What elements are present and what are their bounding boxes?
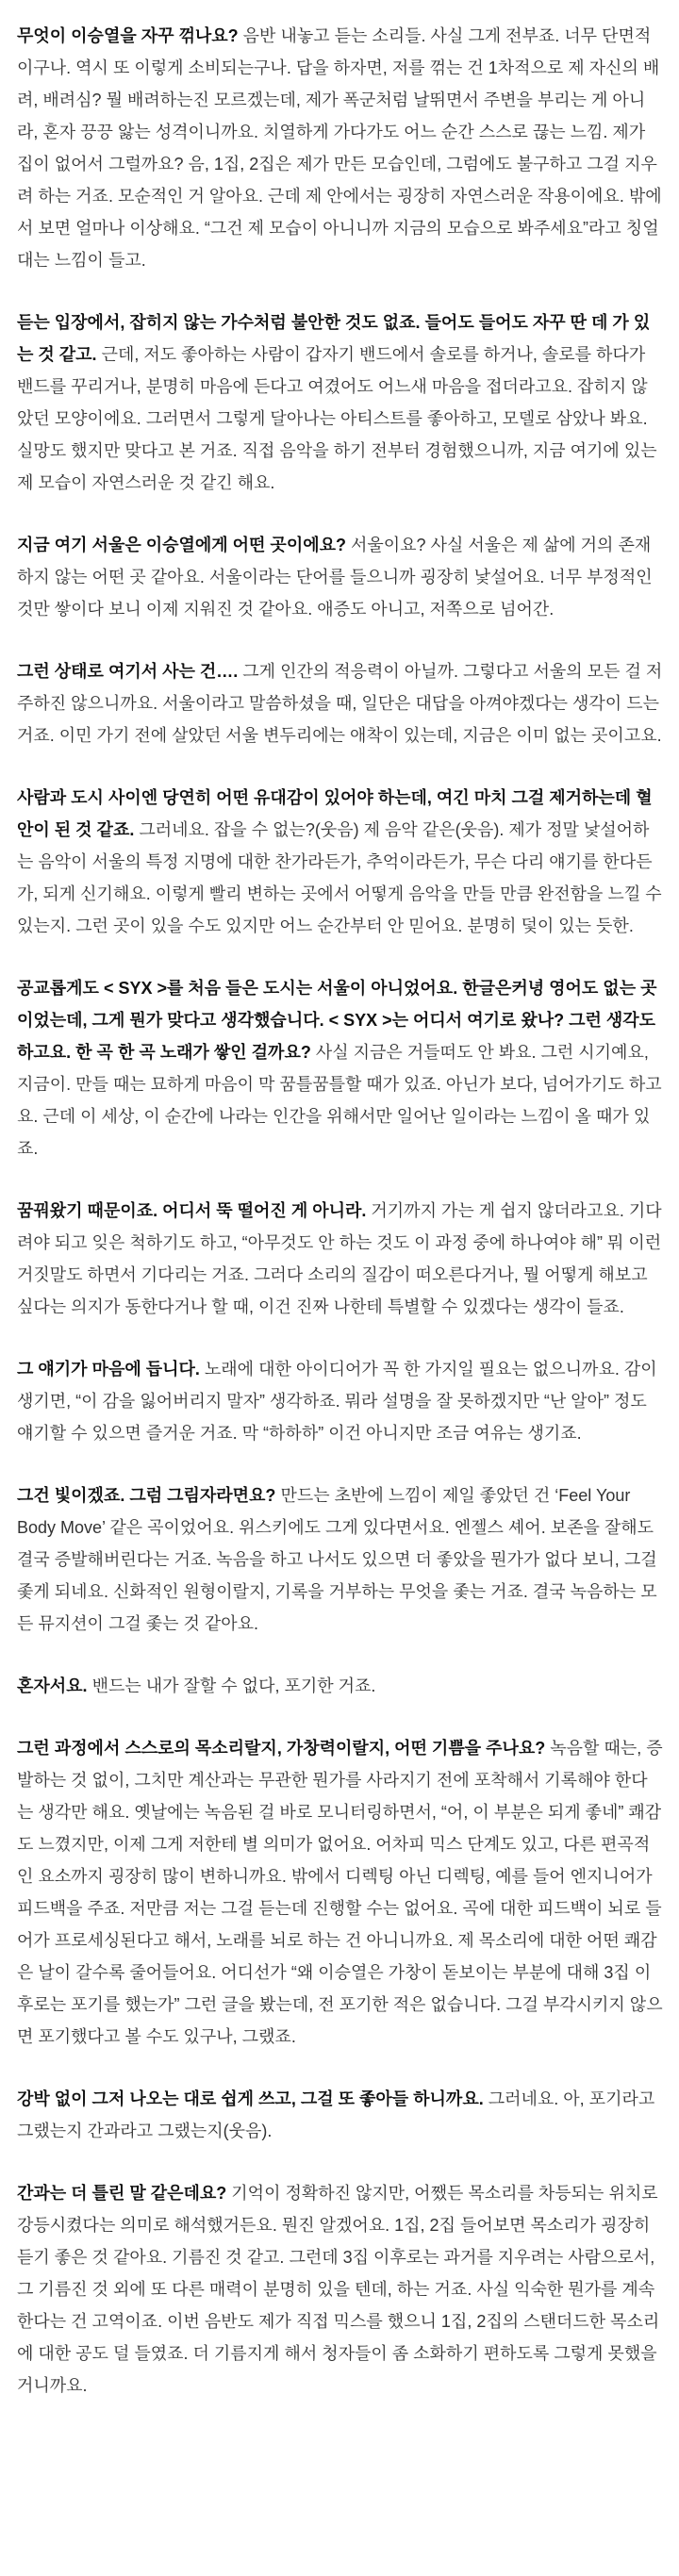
qa-paragraph — [17, 1479, 663, 1640]
interview-answer: 그러네요. 아, 포기라고 그랬는지 간과라고 그랬는지(웃음). — [17, 2089, 655, 2140]
interview-answer: 그러네요. 잡을 수 없는?(웃음) 제 음악 같은(웃음). 제가 정말 낯설어하는 음악이 서울의 특정 지명에 대한 찬가라든가, 추억이라든가, 무슨 다리 얘기를 한다든가, 되게 신기해요. 이렇게 빨리 변하는 곳에서 어떻게 음악을 만들 만큼 완전함을 느낄 수 있는지. 그런 곳이 있을 수도 있지만 어느 순간부터 안 믿어요. 분명히 덫이 있는 듯한. — [17, 820, 662, 935]
qa-paragraph — [17, 20, 663, 276]
interview-question: 듣는 입장에서, 잡히지 않는 가수처럼 불안한 것도 없죠. 들어도 들어도 자꾸 딴 데 가 있는 것 같고. — [17, 313, 651, 364]
interview-answer: 노래에 대한 아이디어가 꼭 한 가지일 필요는 없으니까요. 감이 생기면, “이 감을 잃어버리지 말자” 생각하죠. 뭐라 설명을 잘 못하겠지만 “난 알아” 정도 얘기할 수 있으면 즐거운 거죠. 막 “하하하” 이건 아니지만 조금 여유는 생기죠. — [17, 1360, 657, 1443]
qa-paragraph — [17, 2083, 663, 2147]
interview-answer: 근데, 저도 좋아하는 사람이 갑자기 밴드에서 솔로를 하거나, 솔로를 하다가 밴드를 꾸리거나, 분명히 마음에 든다고 여겼어도 어느새 마음을 접더라고요. 잡히지 않았던 모양이에요. 그러면서 그렇게 달아나는 아티스트를 좋아하고, 모델로 삼았나 봐요. 실망도 했지만 맞다고 본 거죠. 직접 음악을 하기 전부터 경험했으니까, 지금 여기에 있는 제 모습이 자연스러운 것 같긴 해요. — [17, 345, 657, 492]
qa-paragraph — [17, 655, 663, 751]
interview-answer: 만드는 초반에 느낌이 제일 좋았던 건 ‘Feel Your Body Move’ 같은 곡이었어요. 위스키에도 그게 있다면서요. 엔젤스 셰어. 보존을 잘해도 결국 증발해버린다는 거죠. 녹음을 하고 나서도 있으면 더 좋았을 뭔가가 없다 보니, 그걸 좇게 되네요. 신화적인 원형이랄지, 기록을 거부하는 무엇을 좇는 거죠. 결국 녹음하는 모든 뮤지션이 그걸 좇는 것 같아요. — [17, 1486, 657, 1633]
qa-paragraph — [17, 972, 663, 1164]
interview-question: 그건 빛이겠죠. 그럼 그림자라면요? — [17, 1486, 276, 1505]
interview-question: 그런 상태로 여기서 사는 건…. — [17, 662, 239, 681]
interview-answer: 녹음할 때는, 증발하는 것 없이, 그치만 계산과는 무관한 뭔가를 사라지기 전에 포착해서 기록해야 한다는 생각만 해요. 옛날에는 녹음된 걸 바로 모니터링하면서, “어, 이 부분은 되게 좋네” 쾌감도 느꼈지만, 이제 그게 저한테 별 의미가 없어요. 어차피 믹스 단계도 있고, 다른 편곡적인 요소까지 굉장히 많이 변하니까요. 밖에서 디렉팅 아닌 디렉팅, 예를 들어 엔지니어가 피드백을 주죠. 저만큼 저는 그걸 듣는데 진행할 수는 없어요. 곡에 대한 피드백이 뇌로 들어가 프로세싱된다고 해서, 노래를 뇌로 하는 건 아니니까요. 제 목소리에 대한 어떤 쾌감은 날이 갈수록 줄어들어요. 어디선가 “왜 이승열은 가창이 돋보이는 부분에 대해 3집 이후로는 포기를 했는가” 그런 글을 봤는데, 전 포기한 적은 없습니다. 그걸 부각시키지 않으면 포기했다고 볼 수도 있구나, 그랬죠. — [17, 1739, 663, 2046]
interview-answer: 사실 지금은 거들떠도 안 봐요. 그런 시기예요, 지금이. 만들 때는 묘하게 마음이 막 꿈틀꿈틀할 때가 있죠. 아닌가 보다, 넘어가기도 하고요. 근데 이 세상, 이 순간에 나라는 인간을 위해서만 일어난 일이라는 느낌이 올 때가 있죠. — [17, 1043, 662, 1158]
interview-question: 그 얘기가 마음에 듭니다. — [17, 1360, 200, 1379]
qa-paragraph — [17, 306, 663, 499]
interview-answer: 서울이요? 사실 서울은 제 삶에 거의 존재하지 않는 어떤 곳 같아요. 서울이라는 단어를 들으니까 굉장히 낯설어요. 너무 부정적인 것만 쌓이다 보니 이제 지워진 것 같아요. 애증도 아니고, 저쪽으로 넘어간. — [17, 536, 653, 619]
interview-answer: 밴드는 내가 잘할 수 없다, 포기한 거죠. — [91, 1676, 376, 1695]
interview-answer: 거기까지 가는 게 쉽지 않더라고요. 기다려야 되고 잊은 척하기도 하고, “아무것도 안 하는 것도 이 과정 중에 하나여야 해” 뭐 이런 거짓말도 하면서 기다리는 거죠. 그러다 소리의 질감이 떠오른다거나, 뭘 어떻게 해보고 싶다는 의지가 동한다거나 할 때, 이건 진짜 나한테 특별할 수 있겠다는 생각이 들죠. — [17, 1201, 662, 1316]
interview-question: 지금 여기 서울은 이승열에게 어떤 곳이에요? — [17, 536, 346, 554]
interview-answer: 기억이 정확하진 않지만, 어쨌든 목소리를 차등되는 위치로 강등시켰다는 의미로 해석했거든요. 뭔진 알겠어요. 1집, 2집 들어보면 목소리가 굉장히 듣기 좋은 것 같아요. 기름진 것 같고. 그런데 3집 이후로는 과거를 지우려는 사람으로서, 그 기름진 것 외에 또 다른 매력이 분명히 있을 텐데, 하는 거죠. 사실 익숙한 뭔가를 계속한다는 건 고역이죠. 이번 음반도 제가 직접 믹스를 했으니 1집, 2집의 스탠더드한 목소리에 대한 공도 덜 들였죠. 더 기름지게 해서 청자들이 좀 소화하기 편하도록 그렇게 못했을 거니까요. — [17, 2184, 660, 2395]
interview-question: 강박 없이 그저 나오는 대로 쉽게 쓰고, 그걸 또 좋아들 하니까요. — [17, 2089, 484, 2108]
qa-paragraph — [17, 1670, 663, 1702]
interview-question: 혼자서요. — [17, 1676, 88, 1695]
qa-paragraph — [17, 529, 663, 625]
interview-question: 공교롭게도 < SYX >를 처음 들은 도시는 서울이 아니었어요. 한글은커녕 영어도 없는 곳이었는데, 그게 뭔가 맞다고 생각했습니다. < SYX >는 어디서 여기로 왔나? 그런 생각도 하고요. 한 곡 한 곡 노래가 쌓인 걸까요? — [17, 979, 657, 1062]
qa-paragraph — [17, 782, 663, 942]
interview-question: 그런 과정에서 스스로의 목소리랄지, 가창력이랄지, 어떤 기쁨을 주나요? — [17, 1739, 546, 1758]
qa-paragraph — [17, 1195, 663, 1323]
interview-question: 꿈꿔왔기 때문이죠. 어디서 뚝 떨어진 게 아니라. — [17, 1201, 367, 1220]
interview-question: 간과는 더 틀린 말 같은데요? — [17, 2184, 227, 2203]
interview-answer: 음반 내놓고 듣는 소리들. 사실 그게 전부죠. 너무 단면적이구나. 역시 또 이렇게 소비되는구나. 답을 하자면, 저를 꺾는 건 1차적으로 제 자신의 배려, 배려심? 뭘 배려하는진 모르겠는데, 제가 폭군처럼 날뛰면서 주변을 부리는 게 아니라, 혼자 끙끙 앓는 성격이니까요. 치열하게 가다가도 어느 순간 스스로 끊는 느낌. 제가 집이 없어서 그럴까요? 음, 1집, 2집은 제가 만든 모습인데, 그럼에도 불구하고 그걸 지우려 하는 거죠. 모순적인 거 알아요. 근데 제 안에서는 굉장히 자연스러운 작용이에요. 밖에서 보면 얼마나 이상해요. “그건 제 모습이 아니니까 지금의 모습으로 봐주세요”라고 칭얼대는 느낌이 들고. — [17, 26, 662, 270]
qa-paragraph — [17, 1732, 663, 2053]
interview-question: 사람과 도시 사이엔 당연히 어떤 유대감이 있어야 하는데, 여긴 마치 그걸 제거하는데 혈안이 된 것 같죠. — [17, 788, 653, 839]
interview-answer: 그게 인간의 적응력이 아닐까. 그렇다고 서울의 모든 걸 저주하진 않으니까요. 서울이라고 말씀하셨을 때, 일단은 대답을 아껴야겠다는 생각이 드는 거죠. 이민 가기 전에 살았던 서울 변두리에는 애착이 있는데, 지금은 이미 없는 곳이고요. — [17, 662, 663, 745]
qa-paragraph — [17, 2177, 663, 2402]
qa-paragraph — [17, 1353, 663, 1449]
interview-question: 무엇이 이승열을 자꾸 꺾나요? — [17, 26, 239, 45]
